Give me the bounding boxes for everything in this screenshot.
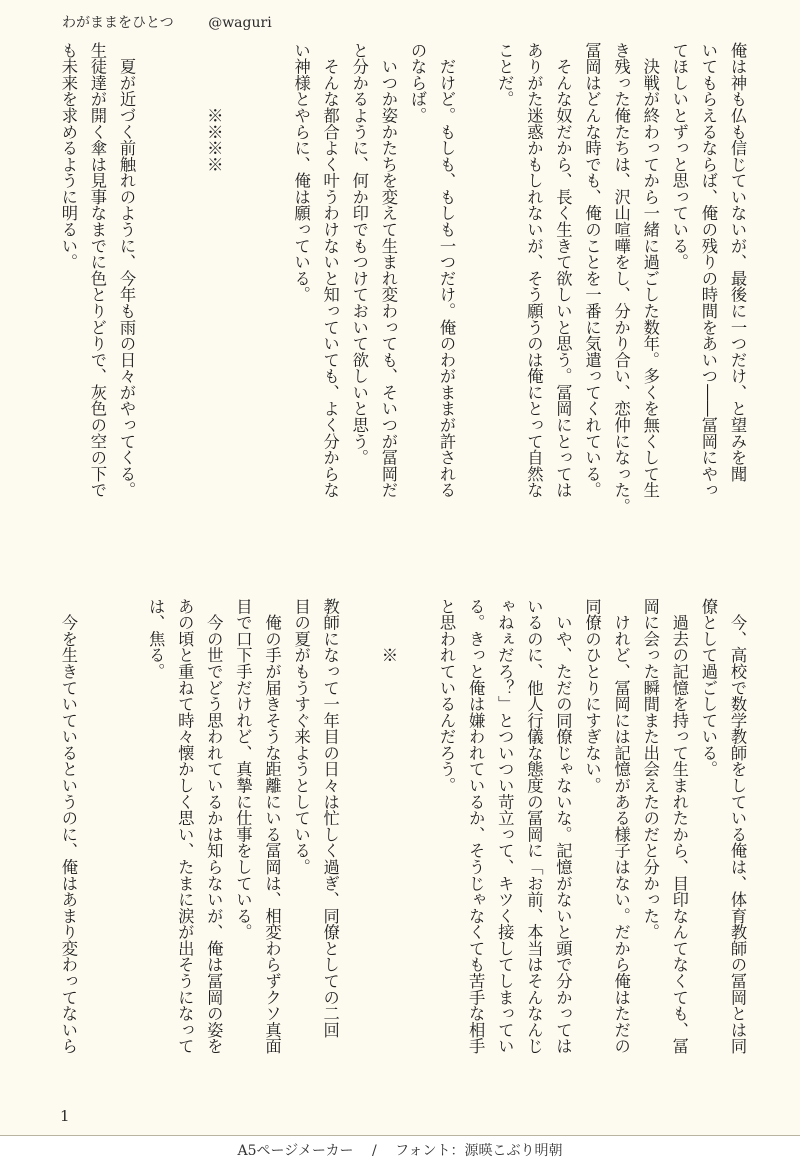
footer-separator: / — [372, 1143, 377, 1159]
text-column — [141, 42, 170, 544]
text-column: 今を生きていているというのに、俺はあまり変わってないら — [58, 598, 78, 1055]
text-column: いてもらえるならば、俺の残りの時間をあいつ――冨岡にやっ — [698, 42, 718, 499]
text-column: 夏が近づく前触れのように、今年も雨の日々がやってくる。 — [117, 42, 137, 499]
footer-credit — [0, 1140, 800, 1160]
page-header — [62, 12, 272, 32]
text-column — [228, 42, 257, 544]
text-column: 目で口下手だけれど、真摯に仕事をしている。 — [233, 598, 253, 941]
text-column: あの頃と重ねて時々懐かしく思い、たまに涙が出そうになって — [175, 598, 195, 1055]
text-column: いつか姿かたちを変えて生まれ変わっても、そいつが冨岡だ — [378, 42, 398, 499]
text-column: てほしいとずっと思っている。 — [669, 42, 689, 271]
text-column: だけど。もしも、もしも一つだけ。俺のわがままが許される — [437, 42, 457, 499]
text-column: ありがた迷惑かもしれないが、そう願うのは俺にとって自然な — [524, 42, 544, 499]
text-column: 今の世でどう思われているかは知らないが、俺は冨岡の姿を — [204, 598, 224, 1055]
text-column: 目の夏がもうすぐ来ようとしている。 — [291, 598, 311, 875]
text-column: そんな奴だから、長く生きて欲しいと思う。冨岡にとっては — [553, 42, 573, 499]
text-column: ※ — [378, 598, 398, 664]
text-column — [112, 598, 141, 1076]
text-column — [170, 42, 199, 544]
text-column: 俺は神も仏も信じていないが、最後に一つだけ、と望みを聞 — [728, 42, 747, 482]
footer-app-name: A5ページメーカー — [237, 1143, 354, 1159]
text-column: い神様とやらに、俺は願っている。 — [291, 42, 311, 303]
text-column: 岡に会った瞬間また出会えたのだと分かった。 — [640, 598, 660, 941]
text-column: 決戦が終わってから一緒に過ごした数年。多くを無くして生 — [640, 42, 660, 499]
text-column: いるのに、他人行儀な態度の冨岡に「お前、本当はそんなんじ — [524, 598, 544, 1055]
text-column: 生徒達が開く傘は見事なまでに色とりどりで、灰色の空の下で — [87, 42, 107, 499]
text-column: けれど、冨岡には記憶がある様子はない。だから俺はただの — [611, 598, 631, 1055]
text-column: ゃねぇだろ？」とついつい苛立って、キツく接してしまってい — [495, 598, 515, 1055]
page-number: 1 — [60, 1107, 70, 1125]
text-column: 同僚のひとりにすぎない。 — [582, 598, 602, 794]
text-column — [83, 598, 112, 1076]
text-column — [403, 598, 432, 1076]
author-handle: @waguri — [208, 15, 272, 31]
footer-font-credit: フォント：源暎こぶり明朝 — [395, 1143, 563, 1159]
text-column: 教師になって一年目の日々は忙しく過ぎ、同僚としての二回 — [320, 598, 340, 1038]
text-column: き残った俺たちは、沢山喧嘩をし、分かり合い、恋仲になった。 — [611, 42, 631, 515]
lower-text-block — [48, 598, 752, 1076]
text-column: そんな都合よく叶うわけないと知っていても、よく分からな — [320, 42, 340, 499]
text-column: ※※※※ — [204, 42, 224, 173]
upper-text-block — [48, 42, 752, 544]
text-column: と分かるように、何か印でもつけておいて欲しいと思う。 — [349, 42, 369, 466]
text-column: いや、ただの同僚じゃないな。記憶がないと頭で分かっては — [553, 598, 573, 1055]
text-column: 俺の手が届きそうな距離にいる冨岡は、相変わらずクソ真面 — [262, 598, 282, 1055]
text-column: 過去の記憶を持って生まれたから、目印なんてなくても、冨 — [669, 598, 689, 1055]
text-column: と思われているんだろう。 — [437, 598, 457, 794]
text-column: 僚として過ごしている。 — [698, 598, 718, 778]
text-column: 今、高校で数学教師をしている俺は、体育教師の冨岡とは同 — [728, 598, 747, 1055]
text-column — [461, 42, 490, 544]
book-title: わがままをひとつ — [62, 15, 174, 31]
text-column — [345, 598, 374, 1076]
text-column: も未来を求めるように明るい。 — [58, 42, 78, 271]
text-column: のならば。 — [407, 42, 427, 124]
text-column: は、焦る。 — [146, 598, 166, 680]
text-column: 冨岡はどんな時でも、俺のことを一番に気遣ってくれている。 — [582, 42, 602, 499]
text-column: ことだ。 — [495, 42, 515, 108]
text-column: る。きっと俺は嫌われているか、そうじゃなくても苦手な相手 — [466, 598, 486, 1055]
text-column — [257, 42, 286, 544]
